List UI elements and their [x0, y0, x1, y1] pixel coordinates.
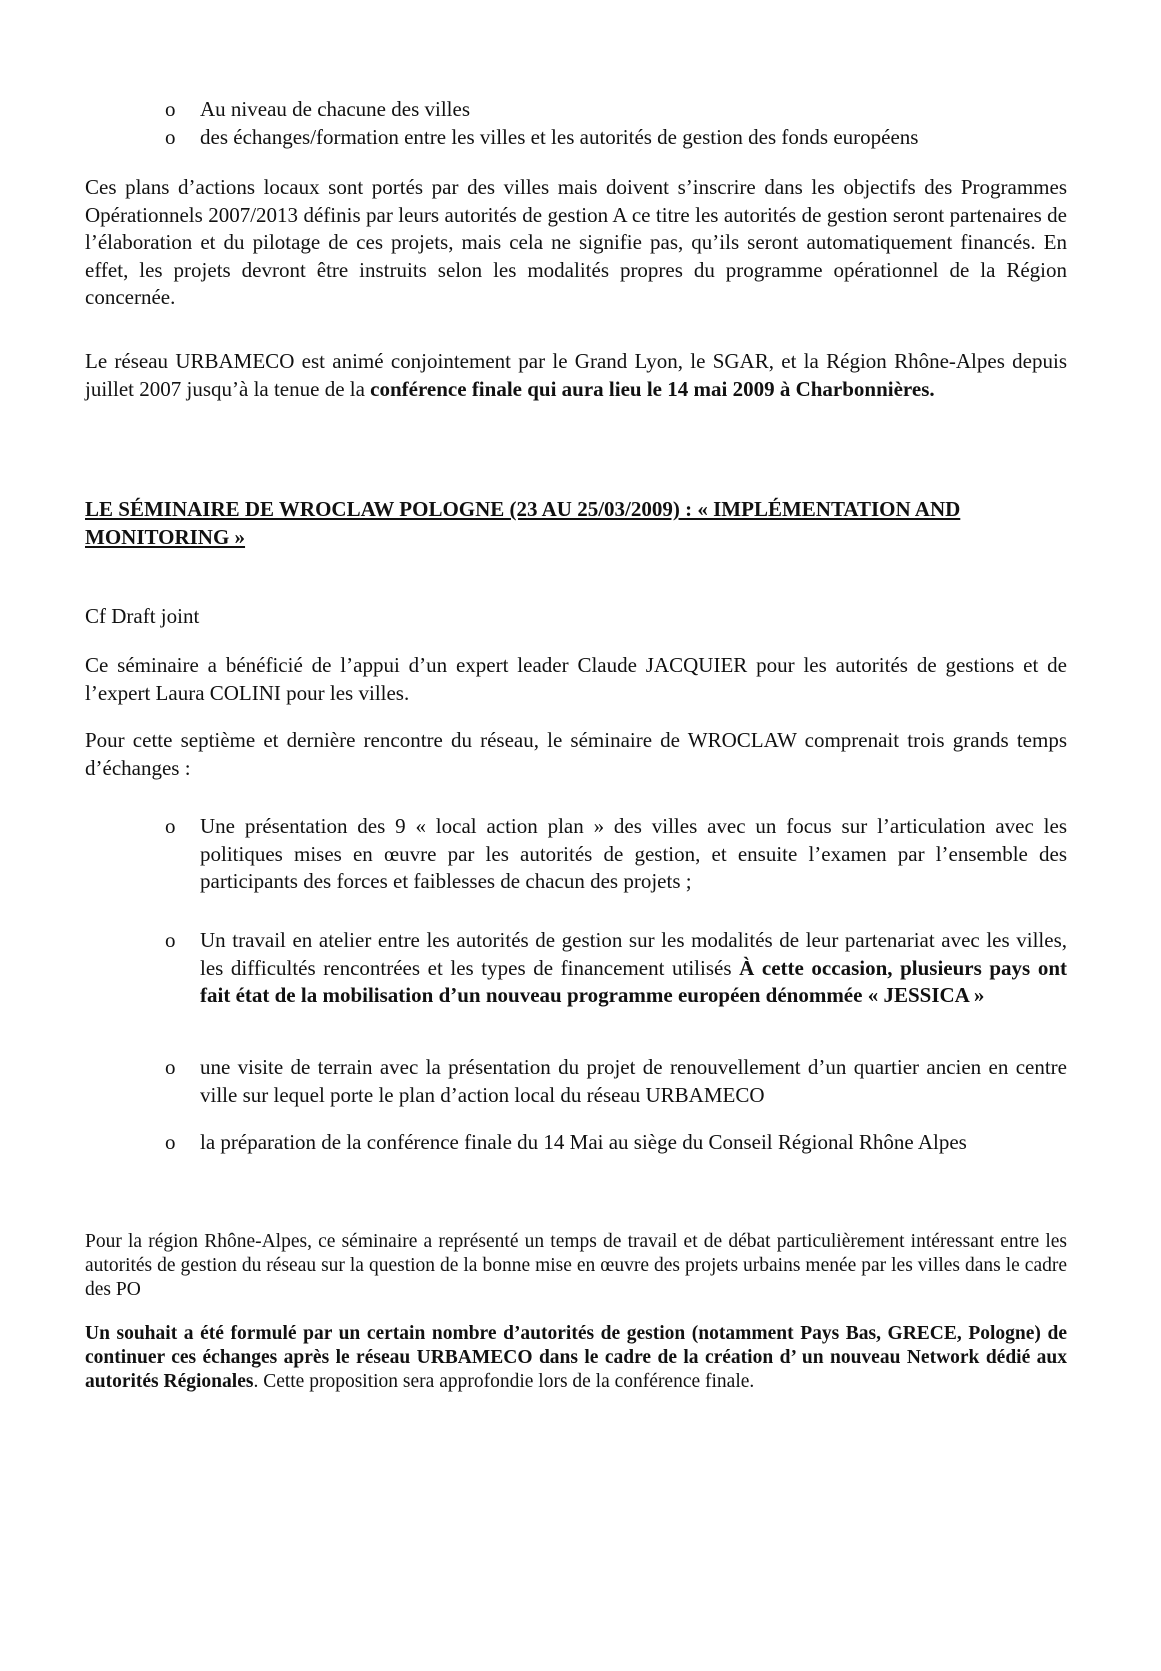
list-item: o Au niveau de chacune des villes	[155, 96, 1067, 124]
paragraph-local-action-plans: Ces plans d’actions locaux sont portés par des villes mais doivent s’inscrire dans les objectifs des Programmes Opérationnels 2007/2013 définis par leurs autorités de gestion A ce titre les autorités de gestion seront partenaires de l’élaboration et du pilotage de ces projets, mais cela ne signifie pas, qu’ils seront automatiquement financés. En effet, les projets devront être instruits selon les modalités propres du programme opérationnel de la Région concernée.	[85, 175, 1067, 309]
seminar-bullet-list	[155, 1054, 1067, 1109]
jessica-highlight: À cette occasion, plusieurs pays ont fait état de la mobilisation d’un nouveau programme européen dénommée « JESSICA »	[200, 955, 1067, 1007]
bullet-marker: o	[165, 1130, 176, 1154]
paragraph-urbameco-network: Le réseau URBAMECO est animé conjointement par le Grand Lyon, le SGAR, et la Région Rhône-Alpes depuis juillet 2007 jusqu’à la tenue de la conférence finale qui aura lieu le 14 mai 2009 à Charbonnières.	[85, 349, 1067, 401]
bullet-marker: o	[165, 124, 176, 149]
list-item: o Un travail en atelier entre les autorités de gestion sur les modalités de leur partenariat avec les villes, les difficultés rencontrées et les types de financement utilisés À cette occasion, plusieurs pays ont fait état de la mobilisation d’un nouveau programme européen dénommée « JESSICA »	[165, 928, 1067, 1007]
network-wish-highlight: Un souhait a été formulé par un certain nombre d’autorités de gestion (notamment Pays Bas, GRECE, Pologne) de continuer ces échanges après le réseau URBAMECO dans le cadre de la création d’ un nouveau Network dédié aux autorités Régionales	[85, 1323, 1067, 1392]
list-item: o des échanges/formation entre les villes et les autorités de gestion des fonds européens	[155, 124, 1067, 152]
list-item: o la préparation de la conférence finale du 14 Mai au siège du Conseil Régional Rhône Alpes	[155, 1129, 1067, 1157]
bullet-marker: o	[165, 928, 176, 952]
bullet-marker: o	[165, 97, 176, 121]
list-item: o une visite de terrain avec la présentation du projet de renouvellement d’un quartier ancien en centre ville sur lequel porte le plan d’action local du réseau URBAMECO	[165, 1055, 1067, 1107]
list-item: o Une présentation des 9 « local action plan » des villes avec un focus sur l’articulation avec les politiques mises en œuvre par les autorités de gestion, et ensuite l’examen par l’ensemble des participants des forces et faiblesses de chacun des projets ;	[165, 814, 1067, 893]
seminar-bullet-list	[155, 1129, 1067, 1157]
final-conference-highlight: conférence finale qui aura lieu le 14 mai 2009 à Charbonnières.	[370, 376, 935, 401]
paragraph-experts: Ce séminaire a bénéficié de l’appui d’un expert leader Claude JACQUIER pour les autorités de gestions et de l’expert Laura COLINI pour les villes.	[85, 653, 1067, 705]
bullet-marker: o	[165, 1055, 176, 1079]
section-heading: LE SÉMINAIRE DE WROCLAW POLOGNE (23 AU 25/03/2009) : « IMPLÉMENTATION AND MONITORING »	[85, 497, 961, 549]
seminar-bullet-list	[155, 927, 1067, 1010]
seminar-bullet-list	[155, 813, 1067, 896]
bullet-marker: o	[165, 814, 176, 838]
top-bullet-list	[155, 96, 1067, 151]
cf-draft-note: Cf Draft joint	[85, 604, 200, 628]
paragraph-network-wish: Un souhait a été formulé par un certain nombre d’autorités de gestion (notamment Pays Bas, GRECE, Pologne) de continuer ces échanges après le réseau URBAMECO dans le cadre de la création d’ un nouveau Network dédié aux autorités Régionales. Cette proposition sera approfondie lors de la conférence finale.	[85, 1323, 1067, 1392]
paragraph-rhone-alpes: Pour la région Rhône-Alpes, ce séminaire a représenté un temps de travail et de débat particulièrement intéressant entre les autorités de gestion du réseau sur la question de la bonne mise en œuvre des projets urbains menée par les villes dans le cadre des PO	[85, 1231, 1067, 1300]
paragraph-seminar-intro: Pour cette septième et dernière rencontre du réseau, le séminaire de WROCLAW comprenait trois grands temps d’échanges :	[85, 728, 1067, 780]
